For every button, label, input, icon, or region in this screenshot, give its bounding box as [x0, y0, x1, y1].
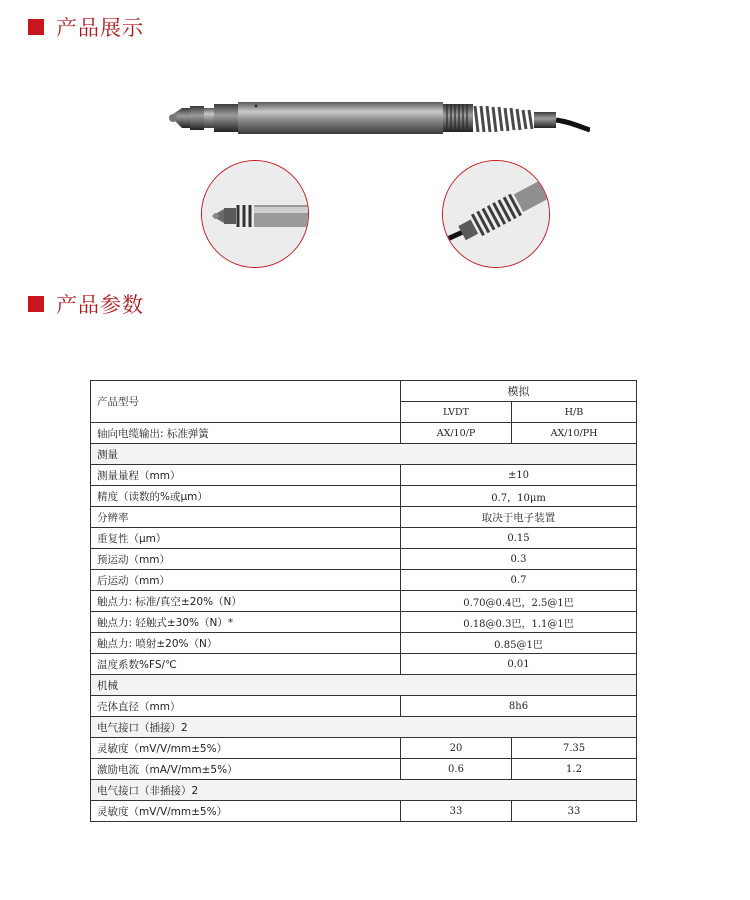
model-label: 产品型号: [91, 381, 401, 423]
table-row: [91, 654, 637, 675]
red-square-icon: [28, 19, 44, 35]
section-title-display: 产品展示: [56, 16, 144, 40]
detail-image-tip: [201, 160, 309, 268]
row-value: 33: [401, 801, 512, 822]
table-row: [91, 696, 637, 717]
row-value: 1.2: [512, 759, 637, 780]
row-label: 壳体直径（mm）: [91, 696, 401, 717]
table-row: [91, 381, 637, 402]
table-row: [91, 759, 637, 780]
table-section-row: [91, 717, 637, 738]
row-value: ±10: [401, 465, 637, 486]
table-row: [91, 612, 637, 633]
table-row: [91, 423, 637, 444]
table-row: [91, 591, 637, 612]
section-label: 机械: [91, 675, 637, 696]
detail-image-spring: [442, 160, 550, 268]
section-title-params: 产品参数: [56, 293, 144, 317]
table-row: [91, 507, 637, 528]
row-label: 精度（读数的%或μm）: [91, 486, 401, 507]
row-value: AX/10/PH: [512, 423, 637, 444]
variant-lvdt: LVDT: [401, 402, 512, 423]
row-label: 温度系数%FS/℃: [91, 654, 401, 675]
table-row: [91, 528, 637, 549]
table-section-row: [91, 444, 637, 465]
row-label: 分辨率: [91, 507, 401, 528]
row-value: 0.6: [401, 759, 512, 780]
table-section-row: [91, 675, 637, 696]
row-value: 8h6: [401, 696, 637, 717]
table-row: [91, 738, 637, 759]
section-label: 电气接口（非插接）2: [91, 780, 637, 801]
section-header-display: [28, 12, 144, 42]
variant-hb: H/B: [512, 402, 637, 423]
table-row: [91, 465, 637, 486]
table-row: [91, 633, 637, 654]
table-row: [91, 549, 637, 570]
row-label: 触点力: 轻触式±30%（N）*: [91, 612, 401, 633]
row-value: 0.7，10μm: [401, 486, 637, 507]
table-section-row: [91, 780, 637, 801]
row-value: AX/10/P: [401, 423, 512, 444]
row-label: 后运动（mm）: [91, 570, 401, 591]
row-label: 灵敏度（mV/V/mm±5%）: [91, 801, 401, 822]
spec-table: [90, 380, 637, 822]
section-label: 电气接口（插接）2: [91, 717, 637, 738]
row-label: 激励电流（mA/V/mm±5%）: [91, 759, 401, 780]
row-value: 0.7: [401, 570, 637, 591]
row-value: 0.15: [401, 528, 637, 549]
row-value: 7.35: [512, 738, 637, 759]
row-value: 取决于电子装置: [401, 507, 637, 528]
section-header-params: [28, 289, 144, 319]
row-value: 0.18@0.3巴，1.1@1巴: [401, 612, 637, 633]
row-value: 0.70@0.4巴，2.5@1巴: [401, 591, 637, 612]
row-label: 重复性（μm）: [91, 528, 401, 549]
red-square-icon: [28, 296, 44, 312]
row-value: 0.85@1巴: [401, 633, 637, 654]
row-label: 灵敏度（mV/V/mm±5%）: [91, 738, 401, 759]
row-label: 测量量程（mm）: [91, 465, 401, 486]
table-row: [91, 801, 637, 822]
row-label: 预运动（mm）: [91, 549, 401, 570]
row-value: 0.3: [401, 549, 637, 570]
row-label: 触点力: 标准/真空±20%（N）: [91, 591, 401, 612]
row-value: 0.01: [401, 654, 637, 675]
row-label: 触点力: 喷射±20%（N）: [91, 633, 401, 654]
row-value: 20: [401, 738, 512, 759]
table-row: [91, 570, 637, 591]
section-label: 测量: [91, 444, 637, 465]
product-image-probe: [160, 96, 590, 148]
row-value: 33: [512, 801, 637, 822]
table-row: [91, 486, 637, 507]
group-header: 模拟: [401, 381, 637, 402]
row-label: 轴向电缆输出: 标准弹簧: [91, 423, 401, 444]
